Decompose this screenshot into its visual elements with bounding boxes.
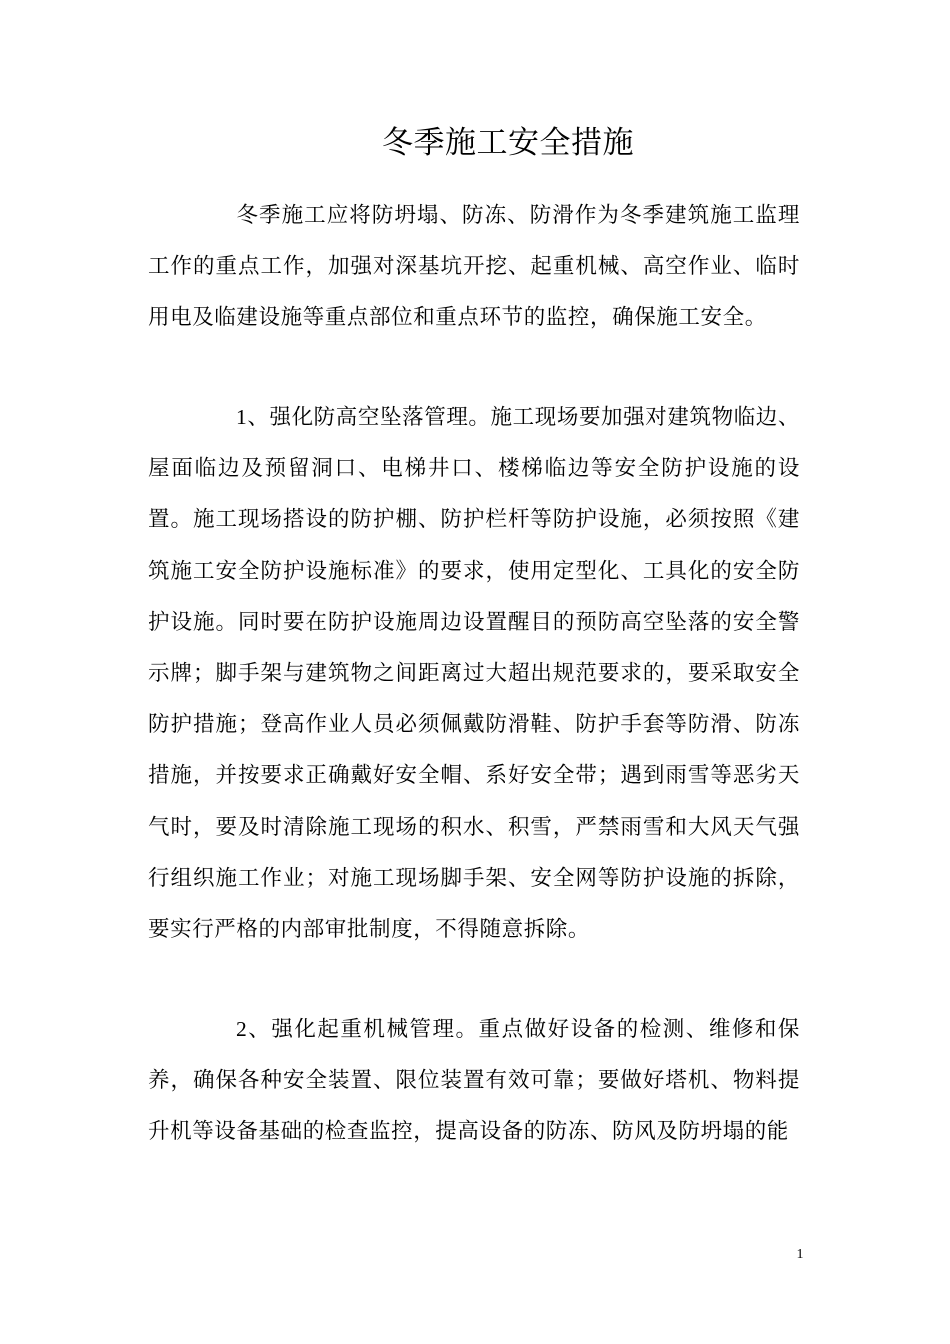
page-number: 1 — [796, 1247, 804, 1262]
document-title: 冬季施工安全措施 — [382, 125, 634, 161]
section-1-text: 强化防高空坠落管理。施工现场要加强对建筑物临边、屋面临边及预留洞口、电梯井口、楼梯临边等安全防护设施的设置。施工现场搭设的防护棚、防护栏杆等防护设施，必须按照《建筑施工安全防护设施标准》的要求，使用定型化、工具化的安全防护设施。同时要在防护设施周边设置醒目的预防高空坠落的安全警示牌；脚手架与建筑物之间距离过大超出规范要求的，要采取安全防护措施；登高作业人员必须佩戴防滑鞋、防护手套等防滑、防冻措施，并按要求正确戴好安全帽、系好安全带；遇到雨雪等恶劣天气时，要及时清除施工现场的积水、积雪，严禁雨雪和大风天气强行组织施工作业；对施工现场脚手架、安全网等防护设施的拆除，要实行严格的内部审批制度，不得随意拆除。 — [148, 405, 801, 943]
section-2-text: 强化起重机械管理。重点做好设备的检测、维修和保养，确保各种安全装置、限位装置有效可靠；要做好塔机、物料提升机等设备基础的检查监控，提高设备的防冻、防风及防坍塌的能 — [148, 1017, 800, 1145]
section-1-number: 1、 — [236, 405, 270, 429]
section-1-paragraph — [148, 392, 800, 955]
section-2-number: 2、 — [236, 1017, 272, 1041]
section-2-paragraph — [148, 1004, 800, 1158]
intro-paragraph — [148, 190, 800, 344]
intro-text: 冬季施工应将防坍塌、防冻、防滑作为冬季建筑施工监理工作的重点工作，加强对深基坑开挖、起重机械、高空作业、临时用电及临建设施等重点部位和重点环节的监控，确保施工安全。 — [148, 203, 800, 331]
